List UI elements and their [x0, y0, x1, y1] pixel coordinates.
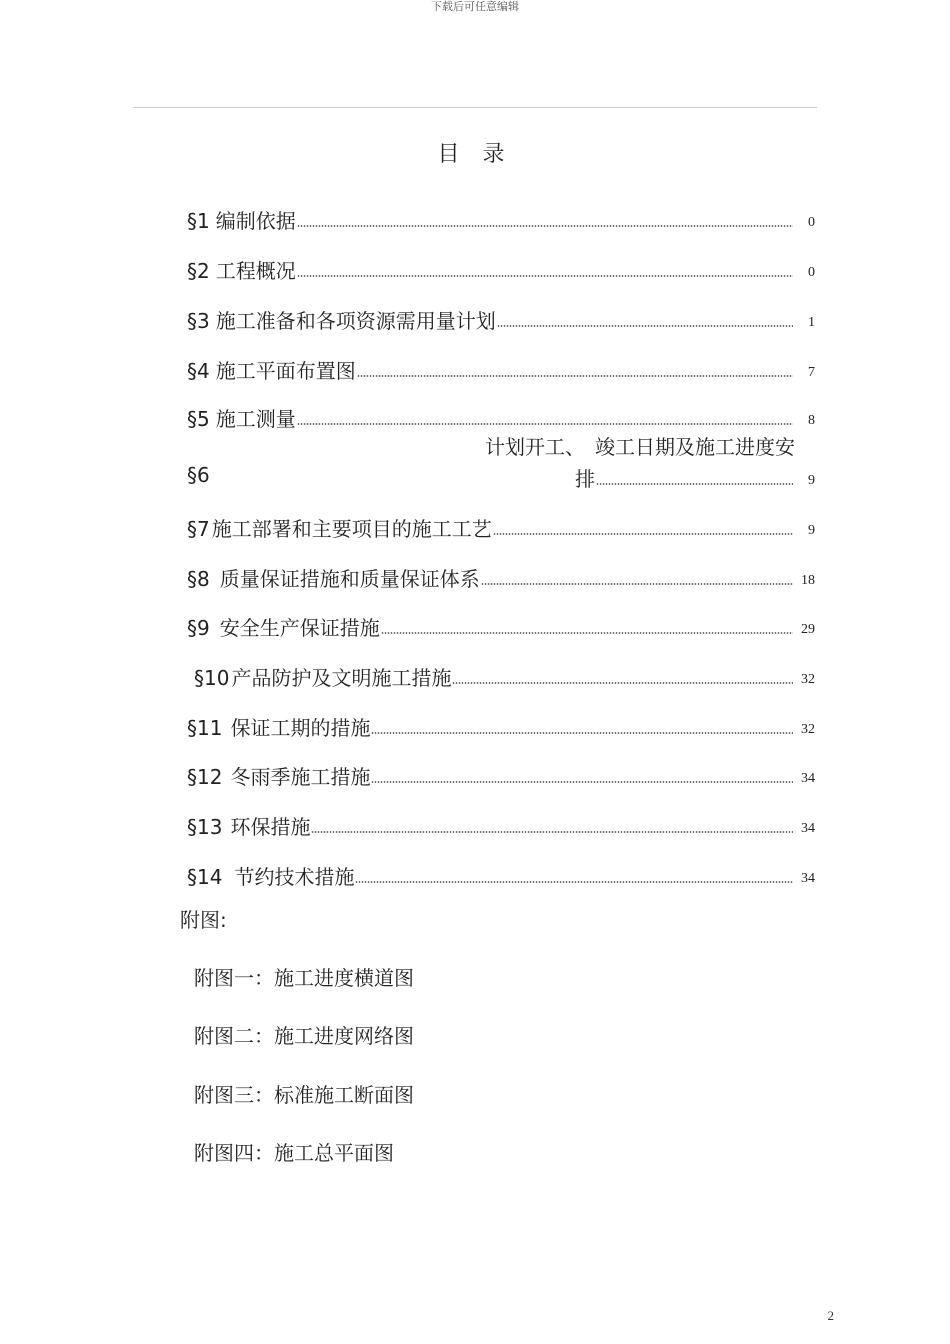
toc-entry-label-line1: 计划开工、 竣工日期及施工进度安 — [485, 435, 795, 459]
toc-entry-number: §12 — [187, 765, 223, 789]
toc-entry-6[interactable] — [187, 432, 815, 492]
appendix-heading: 附图: — [180, 908, 227, 932]
toc-entry-number: §6 — [187, 463, 210, 487]
toc-entry-page: 0 — [808, 265, 815, 280]
toc-entry-page: 32 — [801, 722, 815, 737]
toc-entry-label: 工程概况 — [215, 259, 296, 283]
toc-entry-label: 质量保证措施和质量保证体系 — [219, 567, 480, 591]
toc-entry-14[interactable] — [187, 860, 815, 890]
toc-entry-page: 18 — [801, 573, 815, 588]
toc-entry-number: §9 — [187, 616, 210, 640]
appendix-item-2: 附图二：施工进度网络图 — [194, 1024, 414, 1048]
toc-entry-8[interactable] — [187, 562, 815, 592]
toc-entry-page: 8 — [808, 413, 815, 428]
toc-entry-5[interactable] — [187, 402, 815, 432]
toc-entry-label: 安全生产保证措施 — [219, 616, 380, 640]
toc-entry-label: 施工部署和主要项目的施工工艺 — [211, 517, 492, 541]
toc-title: 目 录 — [437, 142, 513, 167]
toc-entry-label: 环保措施 — [230, 815, 311, 839]
toc-entry-3[interactable] — [187, 304, 815, 334]
toc-dot-leader — [297, 274, 793, 278]
toc-entry-page: 9 — [808, 473, 815, 488]
toc-entry-label: 施工测量 — [215, 407, 296, 431]
header-divider — [133, 107, 817, 108]
toc-entry-label-line2-row — [575, 462, 815, 492]
toc-entry-4[interactable] — [187, 354, 815, 384]
toc-entry-page: 34 — [801, 771, 815, 786]
toc-dot-leader — [357, 374, 793, 378]
toc-entry-number: §8 — [187, 567, 210, 591]
toc-entry-page: 32 — [801, 672, 815, 687]
toc-entry-9[interactable] — [187, 611, 815, 641]
toc-entry-label: 冬雨季施工措施 — [230, 765, 371, 789]
toc-dot-leader — [371, 731, 793, 735]
toc-entry-number: §5 — [187, 407, 210, 431]
toc-dot-leader — [481, 582, 793, 586]
toc-entry-label: 产品防护及文明施工措施 — [231, 666, 452, 690]
page-number: 2 — [827, 1308, 834, 1323]
toc-entry-label: 编制依据 — [215, 209, 296, 233]
toc-entry-number: §13 — [187, 815, 223, 839]
toc-entry-number: §11 — [187, 716, 223, 740]
toc-entry-page: 7 — [808, 365, 815, 380]
toc-entry-7[interactable] — [187, 512, 815, 542]
toc-entry-number: §2 — [187, 259, 210, 283]
toc-dot-leader — [355, 880, 793, 884]
toc-entry-page: 29 — [801, 622, 815, 637]
toc-dot-leader — [596, 482, 793, 486]
toc-dot-leader — [371, 780, 793, 784]
appendix-item-1: 附图一：施工进度横道图 — [194, 966, 414, 990]
toc-dot-leader — [381, 631, 793, 635]
appendix-item-4: 附图四：施工总平面图 — [194, 1141, 394, 1165]
toc-entry-number: §1 — [187, 209, 210, 233]
toc-entry-1[interactable] — [187, 204, 815, 234]
toc-entry-page: 1 — [808, 315, 815, 330]
toc-entry-label: 节约技术措施 — [234, 865, 355, 889]
toc-entry-page: 34 — [801, 871, 815, 886]
toc-entry-page: 0 — [808, 215, 815, 230]
toc-dot-leader — [297, 422, 793, 426]
appendix-item-3: 附图三：标准施工断面图 — [194, 1083, 414, 1107]
toc-entry-10[interactable] — [194, 661, 815, 691]
toc-dot-leader — [297, 224, 793, 228]
toc-entry-2[interactable] — [187, 254, 815, 284]
toc-entry-number: §7 — [187, 517, 210, 541]
toc-entry-12[interactable] — [187, 760, 815, 790]
header-note: 下载后可任意编辑 — [431, 0, 519, 13]
toc-entry-number: §10 — [194, 666, 230, 690]
toc-entry-label: 施工准备和各项资源需用量计划 — [215, 309, 496, 333]
toc-entry-label: 保证工期的措施 — [230, 716, 371, 740]
toc-entry-11[interactable] — [187, 711, 815, 741]
toc-entry-page: 9 — [808, 523, 815, 538]
toc-entry-number: §4 — [187, 359, 210, 383]
toc-dot-leader — [452, 681, 793, 685]
toc-entry-number: §3 — [187, 309, 210, 333]
toc-entry-13[interactable] — [187, 810, 815, 840]
toc-dot-leader — [493, 532, 793, 536]
toc-dot-leader — [497, 324, 793, 328]
toc-entry-label: 施工平面布置图 — [215, 359, 356, 383]
toc-entry-label-line2: 排 — [575, 467, 595, 491]
toc-entry-number: §14 — [187, 865, 223, 889]
toc-dot-leader — [311, 830, 793, 834]
toc-entry-page: 34 — [801, 821, 815, 836]
